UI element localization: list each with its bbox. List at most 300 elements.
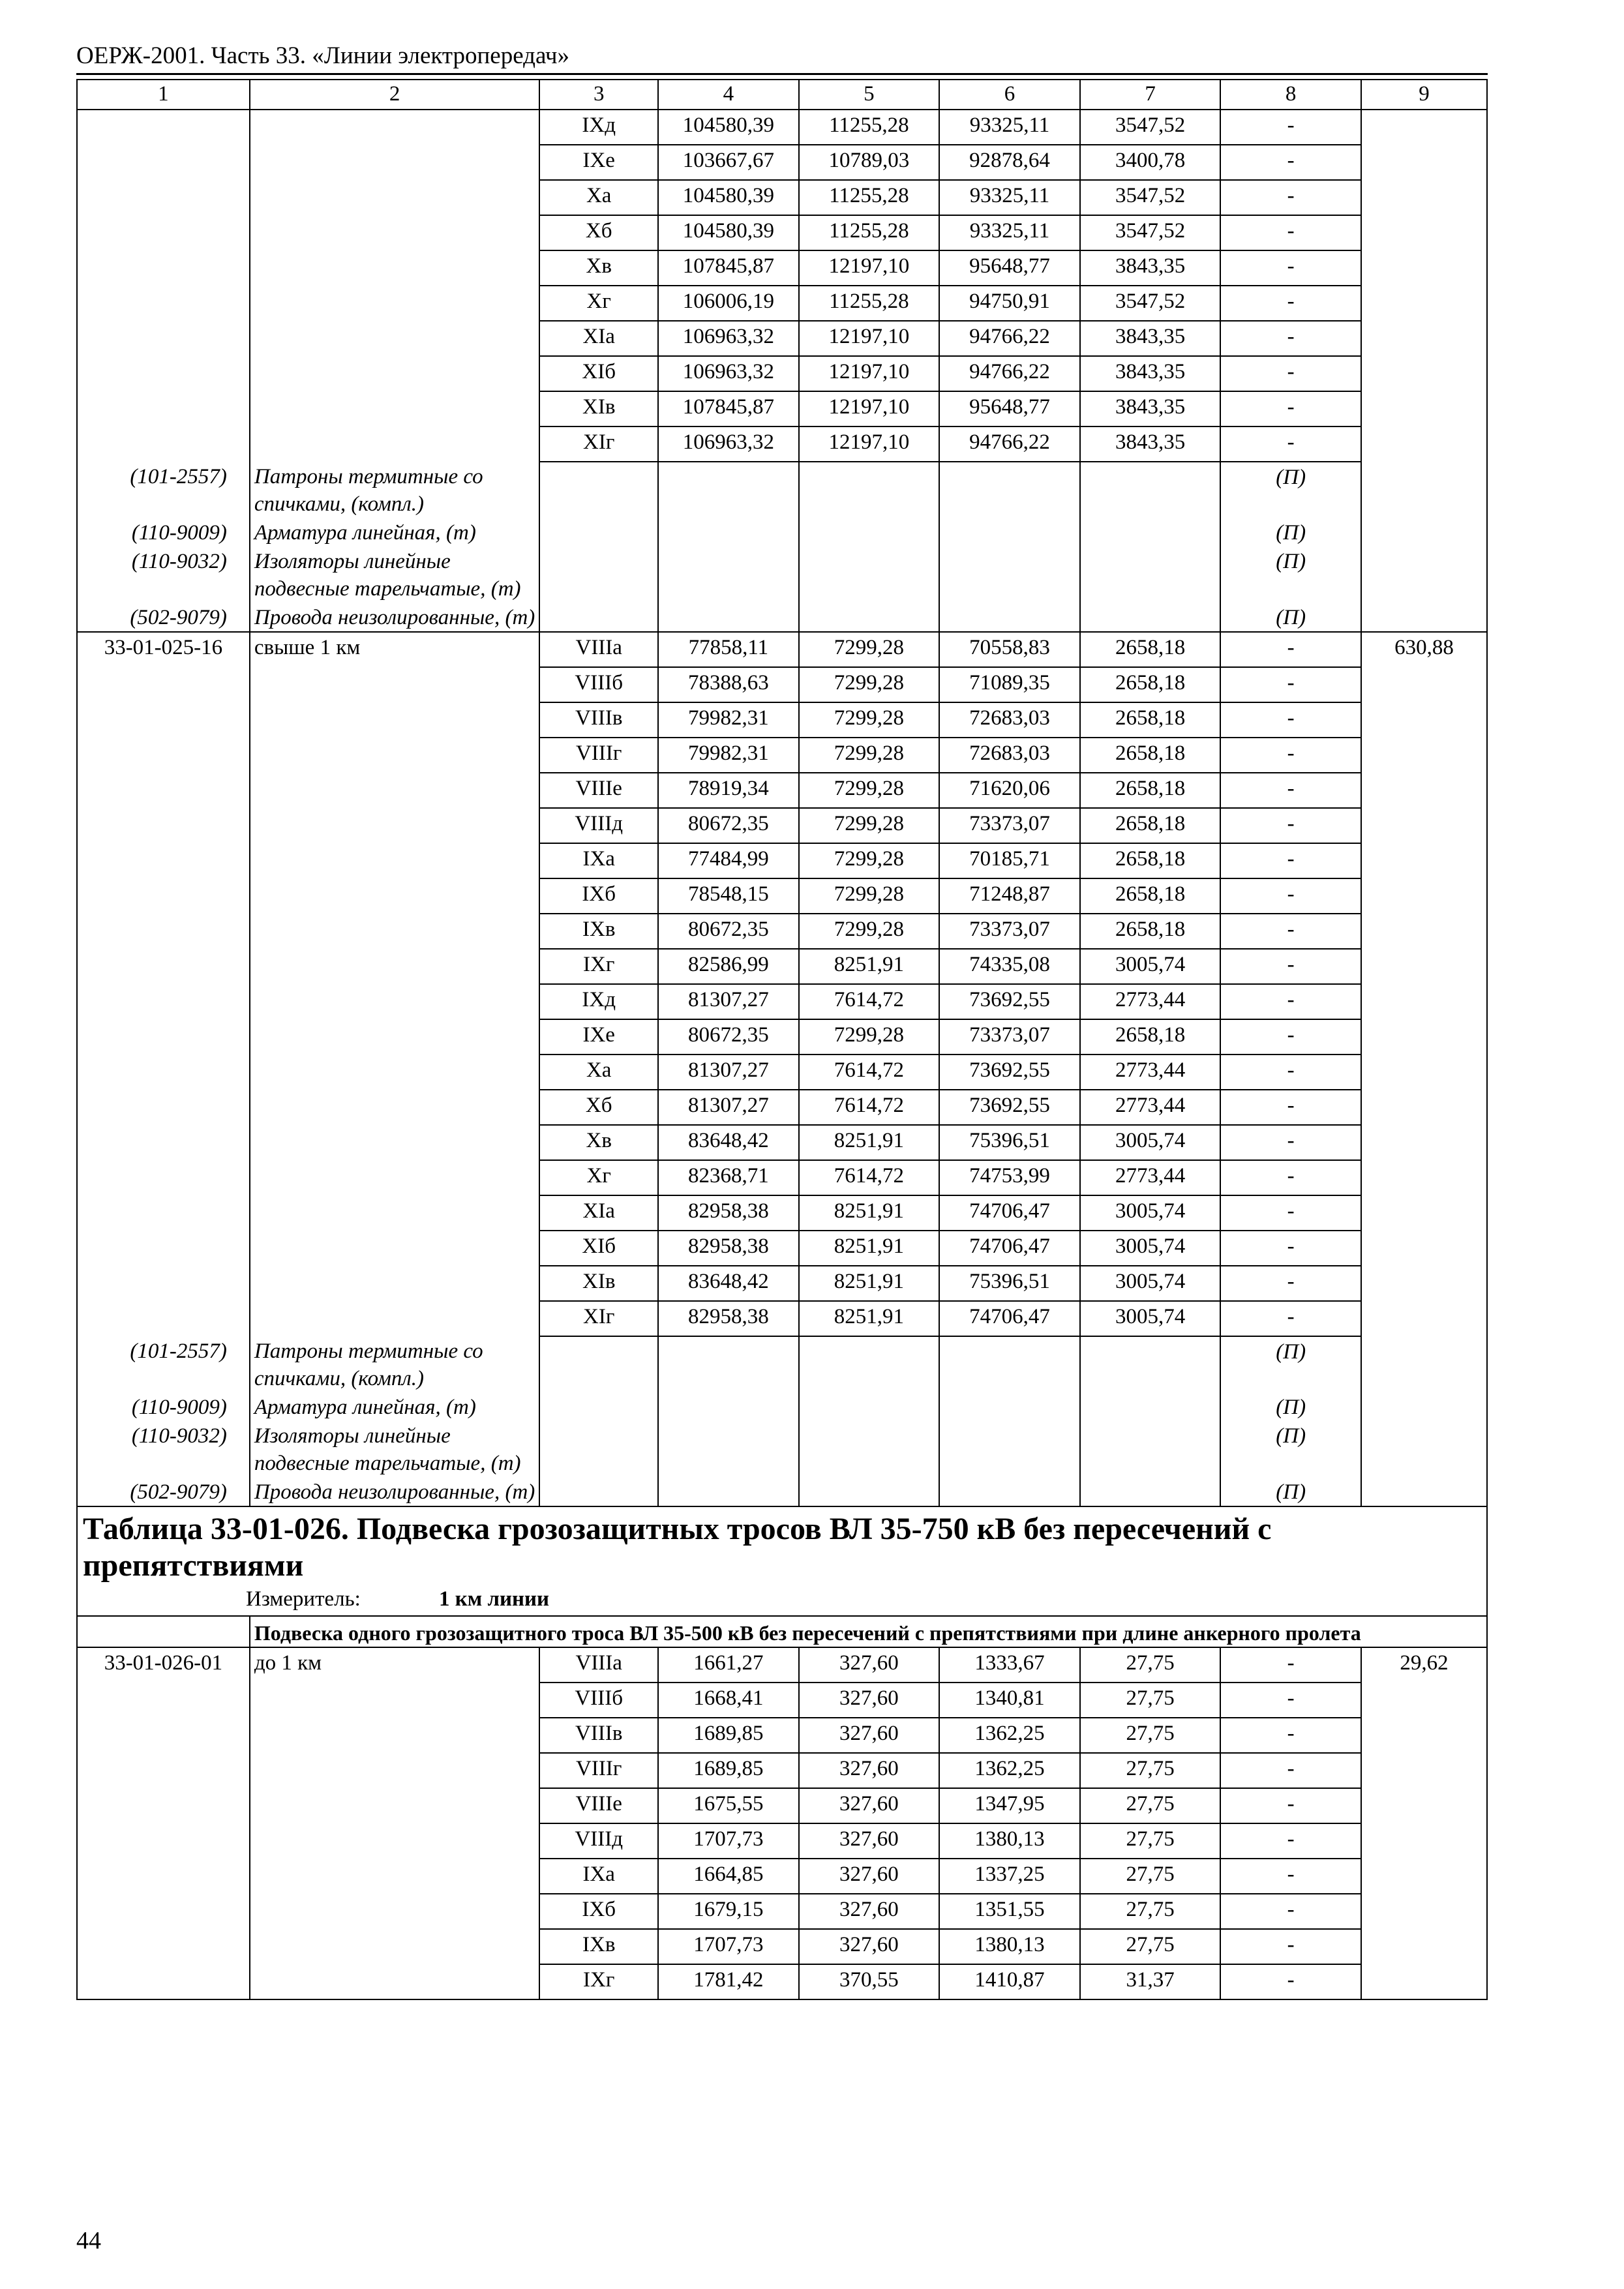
table-row <box>77 1195 1487 1231</box>
machinist-wages-cell: 3005,74 <box>1080 949 1221 984</box>
region-cell: VIIIе <box>539 773 658 808</box>
wages-cell: 7299,28 <box>799 667 940 702</box>
wages-cell: 7614,72 <box>799 984 940 1019</box>
machines-cell: 74706,47 <box>939 1231 1080 1266</box>
machinist-wages-cell: 27,75 <box>1080 1753 1221 1788</box>
item-name <box>250 1964 540 1999</box>
empty-cell <box>1361 1336 1487 1392</box>
labor-cost-cell: 630,88 <box>1361 632 1487 667</box>
total-cell: 104580,39 <box>658 110 799 145</box>
wages-cell: 327,60 <box>799 1823 940 1859</box>
machinist-wages-cell: 2773,44 <box>1080 1055 1221 1090</box>
empty-cell <box>1080 1421 1221 1477</box>
item-code <box>77 1301 250 1336</box>
labor-cost-cell <box>1361 1929 1487 1964</box>
materials-cell: - <box>1220 843 1361 878</box>
region-cell: XIб <box>539 356 658 391</box>
empty-cell <box>799 1336 940 1392</box>
machinist-wages-cell: 3005,74 <box>1080 1125 1221 1160</box>
empty-cell <box>799 518 940 546</box>
empty-cell <box>1080 518 1221 546</box>
running-header: ОЕРЖ-2001. Часть 33. «Линии электропередач» <box>76 42 570 69</box>
empty-cell <box>1361 1477 1487 1506</box>
item-name <box>250 1055 540 1090</box>
table-row <box>77 426 1487 462</box>
machines-cell: 94766,22 <box>939 321 1080 356</box>
item-code: 33-01-026-01 <box>77 1647 250 1683</box>
empty-cell <box>939 518 1080 546</box>
empty-cell <box>539 603 658 632</box>
item-code <box>77 1894 250 1929</box>
item-name <box>250 1683 540 1718</box>
empty-cell <box>539 518 658 546</box>
table-row <box>77 1160 1487 1195</box>
item-name <box>250 984 540 1019</box>
region-cell: XIв <box>539 1266 658 1301</box>
table-row <box>77 1894 1487 1929</box>
wages-cell: 7299,28 <box>799 914 940 949</box>
item-code <box>77 1160 250 1195</box>
wages-cell: 12197,10 <box>799 391 940 426</box>
materials-cell: - <box>1220 667 1361 702</box>
column-number-6: 6 <box>939 80 1080 110</box>
region-cell: XIа <box>539 321 658 356</box>
wages-cell: 8251,91 <box>799 1195 940 1231</box>
labor-cost-cell <box>1361 145 1487 180</box>
empty-cell <box>1361 546 1487 603</box>
item-code <box>77 1683 250 1718</box>
region-cell: IXе <box>539 1019 658 1055</box>
item-code <box>77 1125 250 1160</box>
item-name <box>250 1788 540 1823</box>
materials-cell: - <box>1220 984 1361 1019</box>
item-name <box>250 145 540 180</box>
materials-cell: - <box>1220 1718 1361 1753</box>
wages-cell: 7614,72 <box>799 1055 940 1090</box>
machinist-wages-cell: 27,75 <box>1080 1788 1221 1823</box>
labor-cost-cell <box>1361 1859 1487 1894</box>
total-cell: 81307,27 <box>658 1090 799 1125</box>
section-blank-cell <box>77 1616 250 1647</box>
region-cell: VIIIг <box>539 738 658 773</box>
item-name <box>250 667 540 702</box>
machines-cell: 94766,22 <box>939 356 1080 391</box>
region-cell: IXд <box>539 110 658 145</box>
item-name: свыше 1 км <box>250 632 540 667</box>
total-cell: 107845,87 <box>658 391 799 426</box>
item-code <box>77 702 250 738</box>
table-row <box>77 667 1487 702</box>
region-cell: XIг <box>539 426 658 462</box>
machinist-wages-cell: 2658,18 <box>1080 667 1221 702</box>
region-cell: Xа <box>539 180 658 215</box>
empty-cell <box>1080 1336 1221 1392</box>
wages-cell: 7299,28 <box>799 1019 940 1055</box>
item-name <box>250 1753 540 1788</box>
machinist-wages-cell: 2658,18 <box>1080 1019 1221 1055</box>
item-name <box>250 1859 540 1894</box>
machines-cell: 95648,77 <box>939 250 1080 286</box>
empty-cell <box>1080 462 1221 518</box>
materials-cell: - <box>1220 215 1361 250</box>
empty-cell <box>1361 518 1487 546</box>
resource-name: Арматура линейная, (т) <box>250 518 540 546</box>
item-name <box>250 914 540 949</box>
machinist-wages-cell: 3843,35 <box>1080 426 1221 462</box>
empty-cell <box>658 462 799 518</box>
item-code <box>77 356 250 391</box>
machinist-wages-cell: 27,75 <box>1080 1929 1221 1964</box>
total-cell: 82958,38 <box>658 1301 799 1336</box>
machinist-wages-cell: 3843,35 <box>1080 391 1221 426</box>
wages-cell: 327,60 <box>799 1894 940 1929</box>
table-row <box>77 1753 1487 1788</box>
table-row <box>77 843 1487 878</box>
materials-cell: - <box>1220 426 1361 462</box>
total-cell: 106963,32 <box>658 426 799 462</box>
machinist-wages-cell: 3005,74 <box>1080 1301 1221 1336</box>
table-row <box>77 1647 1487 1683</box>
item-name <box>250 1823 540 1859</box>
table-row <box>77 180 1487 215</box>
machinist-wages-cell: 3843,35 <box>1080 356 1221 391</box>
total-cell: 82958,38 <box>658 1195 799 1231</box>
region-cell: XIв <box>539 391 658 426</box>
empty-cell <box>658 1392 799 1421</box>
item-code: 33-01-025-16 <box>77 632 250 667</box>
empty-cell <box>658 1477 799 1506</box>
labor-cost-cell <box>1361 286 1487 321</box>
empty-cell <box>799 1477 940 1506</box>
labor-cost-cell <box>1361 1125 1487 1160</box>
total-cell: 104580,39 <box>658 215 799 250</box>
item-name <box>250 180 540 215</box>
materials-cell: - <box>1220 949 1361 984</box>
total-cell: 1689,85 <box>658 1718 799 1753</box>
materials-cell: - <box>1220 808 1361 843</box>
total-cell: 104580,39 <box>658 180 799 215</box>
wages-cell: 327,60 <box>799 1929 940 1964</box>
item-name <box>250 321 540 356</box>
empty-cell <box>1361 1392 1487 1421</box>
materials-cell: - <box>1220 180 1361 215</box>
item-name <box>250 391 540 426</box>
machinist-wages-cell: 27,75 <box>1080 1718 1221 1753</box>
item-code <box>77 250 250 286</box>
empty-cell <box>658 518 799 546</box>
materials-cell: - <box>1220 1788 1361 1823</box>
region-cell: IXб <box>539 1894 658 1929</box>
resource-row <box>77 1477 1487 1506</box>
empty-cell <box>658 546 799 603</box>
machines-cell: 71089,35 <box>939 667 1080 702</box>
empty-cell <box>539 1477 658 1506</box>
empty-cell <box>799 1421 940 1477</box>
item-code <box>77 1055 250 1090</box>
machines-cell: 74706,47 <box>939 1195 1080 1231</box>
machines-cell: 1351,55 <box>939 1894 1080 1929</box>
total-cell: 1781,42 <box>658 1964 799 1999</box>
labor-cost-cell <box>1361 391 1487 426</box>
empty-cell <box>939 546 1080 603</box>
empty-cell <box>1361 462 1487 518</box>
table-row <box>77 1859 1487 1894</box>
total-cell: 78388,63 <box>658 667 799 702</box>
wages-cell: 327,60 <box>799 1647 940 1683</box>
table-row <box>77 914 1487 949</box>
materials-cell: - <box>1220 632 1361 667</box>
region-cell: Xв <box>539 1125 658 1160</box>
total-cell: 106963,32 <box>658 321 799 356</box>
empty-cell <box>1080 1477 1221 1506</box>
machines-cell: 72683,03 <box>939 702 1080 738</box>
region-cell: Xа <box>539 1055 658 1090</box>
item-name <box>250 1894 540 1929</box>
labor-cost-cell <box>1361 1301 1487 1336</box>
empty-cell <box>658 603 799 632</box>
resource-row <box>77 546 1487 603</box>
meter-cell <box>77 1584 1487 1616</box>
labor-cost-cell <box>1361 808 1487 843</box>
empty-cell <box>799 1392 940 1421</box>
total-cell: 82586,99 <box>658 949 799 984</box>
machines-cell: 1380,13 <box>939 1929 1080 1964</box>
item-name <box>250 250 540 286</box>
machines-cell: 1410,87 <box>939 1964 1080 1999</box>
region-cell: VIIIе <box>539 1788 658 1823</box>
machines-cell: 94750,91 <box>939 286 1080 321</box>
table-row <box>77 1231 1487 1266</box>
wages-cell: 11255,28 <box>799 180 940 215</box>
labor-cost-cell <box>1361 1894 1487 1929</box>
machinist-wages-cell: 2773,44 <box>1080 1090 1221 1125</box>
labor-cost-cell <box>1361 1683 1487 1718</box>
materials-cell: - <box>1220 250 1361 286</box>
machines-cell: 95648,77 <box>939 391 1080 426</box>
total-cell: 81307,27 <box>658 1055 799 1090</box>
table-row <box>77 1055 1487 1090</box>
table-row <box>77 110 1487 145</box>
empty-cell <box>799 603 940 632</box>
labor-cost-cell <box>1361 1019 1487 1055</box>
materials-cell: - <box>1220 878 1361 914</box>
labor-cost-cell <box>1361 250 1487 286</box>
machines-cell: 1362,25 <box>939 1753 1080 1788</box>
machines-cell: 1337,25 <box>939 1859 1080 1894</box>
materials-cell: - <box>1220 1055 1361 1090</box>
resource-code: (110-9032) <box>77 1421 250 1477</box>
materials-cell: - <box>1220 914 1361 949</box>
labor-cost-cell <box>1361 356 1487 391</box>
item-code <box>77 949 250 984</box>
machinist-wages-cell: 27,75 <box>1080 1894 1221 1929</box>
region-cell: VIIIв <box>539 702 658 738</box>
item-code <box>77 843 250 878</box>
materials-cell: - <box>1220 1753 1361 1788</box>
resource-name: Патроны термитные со спичками, (компл.) <box>250 1336 540 1392</box>
machines-cell: 74335,08 <box>939 949 1080 984</box>
machines-cell: 1380,13 <box>939 1823 1080 1859</box>
machinist-wages-cell: 3547,52 <box>1080 180 1221 215</box>
table-row <box>77 1019 1487 1055</box>
item-code <box>77 1718 250 1753</box>
item-code <box>77 878 250 914</box>
labor-cost-cell <box>1361 667 1487 702</box>
machinist-wages-cell: 3547,52 <box>1080 215 1221 250</box>
machines-cell: 71620,06 <box>939 773 1080 808</box>
labor-cost-cell <box>1361 1055 1487 1090</box>
column-number-1: 1 <box>77 80 250 110</box>
wages-cell: 7299,28 <box>799 738 940 773</box>
resource-name: Изоляторы линейные подвесные тарельчатые, (т) <box>250 546 540 603</box>
machines-cell: 75396,51 <box>939 1125 1080 1160</box>
materials-cell: - <box>1220 110 1361 145</box>
resource-mark: (П) <box>1220 546 1361 603</box>
machines-cell: 73373,07 <box>939 808 1080 843</box>
machines-cell: 73692,55 <box>939 1055 1080 1090</box>
item-name <box>250 1266 540 1301</box>
wages-cell: 8251,91 <box>799 1266 940 1301</box>
machinist-wages-cell: 2658,18 <box>1080 738 1221 773</box>
region-cell: IXа <box>539 1859 658 1894</box>
wages-cell: 12197,10 <box>799 356 940 391</box>
wages-cell: 11255,28 <box>799 215 940 250</box>
labor-cost-cell <box>1361 1160 1487 1195</box>
materials-cell: - <box>1220 391 1361 426</box>
item-name <box>250 356 540 391</box>
materials-cell: - <box>1220 702 1361 738</box>
region-cell: VIIIб <box>539 667 658 702</box>
region-cell: IXе <box>539 145 658 180</box>
item-code <box>77 808 250 843</box>
region-cell: Xб <box>539 1090 658 1125</box>
total-cell: 1679,15 <box>658 1894 799 1929</box>
materials-cell: - <box>1220 773 1361 808</box>
materials-cell: - <box>1220 1964 1361 1999</box>
empty-cell <box>939 1392 1080 1421</box>
wages-cell: 7299,28 <box>799 878 940 914</box>
table-row <box>77 391 1487 426</box>
item-code <box>77 1090 250 1125</box>
total-cell: 106006,19 <box>658 286 799 321</box>
item-code <box>77 1195 250 1231</box>
table-title: Таблица 33-01-026. Подвеска грозозащитных тросов ВЛ 35-750 кВ без пересечений с препятствиями <box>77 1506 1487 1584</box>
total-cell: 1661,27 <box>658 1647 799 1683</box>
materials-cell: - <box>1220 738 1361 773</box>
wages-cell: 11255,28 <box>799 286 940 321</box>
item-code <box>77 1231 250 1266</box>
wages-cell: 11255,28 <box>799 110 940 145</box>
materials-cell: - <box>1220 1090 1361 1125</box>
machinist-wages-cell: 27,75 <box>1080 1647 1221 1683</box>
table-row <box>77 1964 1487 1999</box>
item-name <box>250 1125 540 1160</box>
materials-cell: - <box>1220 145 1361 180</box>
materials-cell: - <box>1220 1160 1361 1195</box>
empty-cell <box>1361 603 1487 632</box>
wages-cell: 327,60 <box>799 1753 940 1788</box>
total-cell: 79982,31 <box>658 738 799 773</box>
region-cell: IXб <box>539 878 658 914</box>
wages-cell: 8251,91 <box>799 1231 940 1266</box>
labor-cost-cell <box>1361 984 1487 1019</box>
labor-cost-cell <box>1361 1090 1487 1125</box>
machines-cell: 1333,67 <box>939 1647 1080 1683</box>
item-code <box>77 321 250 356</box>
resource-name: Патроны термитные со спичками, (компл.) <box>250 462 540 518</box>
total-cell: 77858,11 <box>658 632 799 667</box>
materials-cell: - <box>1220 1019 1361 1055</box>
wages-cell: 7614,72 <box>799 1160 940 1195</box>
empty-cell <box>939 603 1080 632</box>
resource-row <box>77 462 1487 518</box>
item-code <box>77 984 250 1019</box>
table-row <box>77 1301 1487 1336</box>
total-cell: 107845,87 <box>658 250 799 286</box>
resource-code: (110-9032) <box>77 546 250 603</box>
empty-cell <box>939 1336 1080 1392</box>
machines-cell: 93325,11 <box>939 110 1080 145</box>
materials-cell: - <box>1220 1894 1361 1929</box>
table-row <box>77 1823 1487 1859</box>
labor-cost-cell <box>1361 1266 1487 1301</box>
item-code <box>77 215 250 250</box>
table-row <box>77 1929 1487 1964</box>
item-name <box>250 738 540 773</box>
materials-cell: - <box>1220 1125 1361 1160</box>
resource-mark: (П) <box>1220 518 1361 546</box>
machines-cell: 75396,51 <box>939 1266 1080 1301</box>
total-cell: 82368,71 <box>658 1160 799 1195</box>
labor-cost-cell <box>1361 773 1487 808</box>
wages-cell: 7299,28 <box>799 632 940 667</box>
machines-cell: 70185,71 <box>939 843 1080 878</box>
resource-mark: (П) <box>1220 603 1361 632</box>
region-cell: VIIIа <box>539 632 658 667</box>
resource-row <box>77 1392 1487 1421</box>
item-name <box>250 215 540 250</box>
item-name <box>250 1090 540 1125</box>
wages-cell: 12197,10 <box>799 321 940 356</box>
machinist-wages-cell: 27,75 <box>1080 1683 1221 1718</box>
total-cell: 83648,42 <box>658 1125 799 1160</box>
resource-code: (110-9009) <box>77 518 250 546</box>
resource-code: (502-9079) <box>77 1477 250 1506</box>
wages-cell: 327,60 <box>799 1683 940 1718</box>
machinist-wages-cell: 31,37 <box>1080 1964 1221 1999</box>
resource-mark: (П) <box>1220 1421 1361 1477</box>
materials-cell: - <box>1220 1647 1361 1683</box>
labor-cost-cell <box>1361 738 1487 773</box>
section-row <box>77 1616 1487 1647</box>
resource-name: Изоляторы линейные подвесные тарельчатые, (т) <box>250 1421 540 1477</box>
region-cell: IXг <box>539 949 658 984</box>
empty-cell <box>939 1477 1080 1506</box>
table-row <box>77 702 1487 738</box>
materials-cell: - <box>1220 1266 1361 1301</box>
item-code <box>77 391 250 426</box>
table-row <box>77 949 1487 984</box>
materials-cell: - <box>1220 1823 1361 1859</box>
labor-cost-cell <box>1361 1718 1487 1753</box>
resource-mark: (П) <box>1220 1477 1361 1506</box>
labor-cost-cell <box>1361 914 1487 949</box>
price-table-sheet <box>76 79 1488 2000</box>
column-number-8: 8 <box>1220 80 1361 110</box>
total-cell: 1664,85 <box>658 1859 799 1894</box>
resource-name: Провода неизолированные, (т) <box>250 603 540 632</box>
resource-row <box>77 1421 1487 1477</box>
